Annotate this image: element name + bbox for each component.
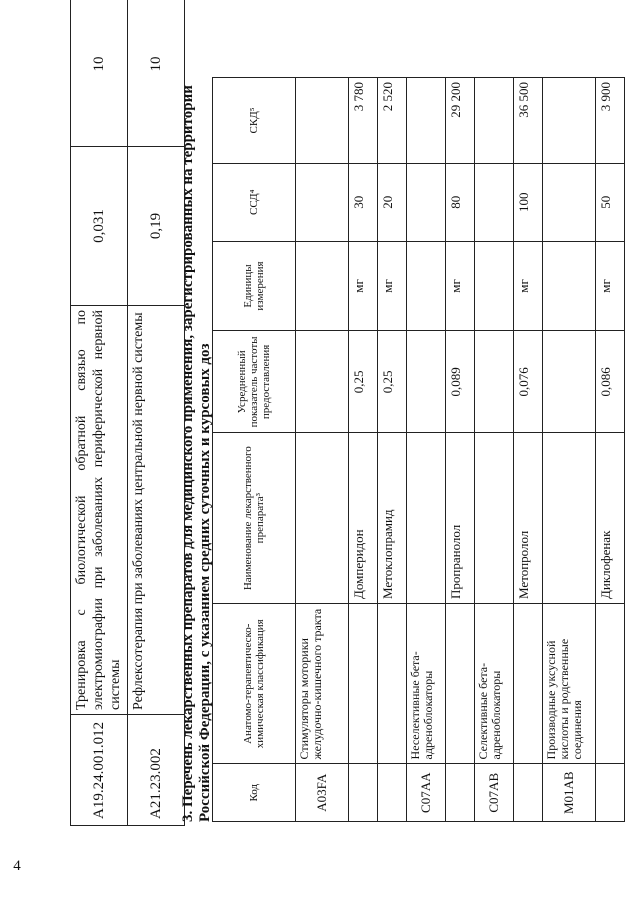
empty-cell (543, 433, 596, 604)
drug-row (514, 78, 543, 822)
empty-cell (407, 241, 446, 331)
empty-cell (349, 603, 378, 764)
drug-skd: 29 200 (446, 78, 475, 164)
drug-skd: 2 520 (378, 78, 407, 164)
drug-unit: мг (446, 241, 475, 331)
table-row (128, 0, 185, 826)
drug-row (378, 78, 407, 822)
empty-cell (475, 433, 514, 604)
service-code: A21.23.002 (128, 715, 185, 826)
service-name: Рефлексотерапия при заболеваниях центральной нервной системы (128, 306, 185, 715)
group-atc: Производные уксусной кислоты и родственные соединения (543, 603, 596, 764)
header-row (213, 78, 296, 822)
drug-name: Диклофенак (596, 433, 625, 604)
service-frequency: 0,19 (128, 147, 185, 306)
drug-unit: мг (596, 241, 625, 331)
empty-cell (378, 603, 407, 764)
drug-frequency: 0,25 (378, 331, 407, 433)
page-number: 4 (13, 858, 21, 874)
service-name: Тренировка с биологической обратной связью по электромиографии при заболеваниях периферической нервной системы (71, 306, 128, 715)
header-drug-name: Наименование лекарственного препарата³ (213, 433, 296, 604)
drug-row (596, 78, 625, 822)
service-frequency: 0,031 (71, 147, 128, 306)
header-unit: Единицы измерения (213, 241, 296, 331)
empty-cell (407, 433, 446, 604)
empty-cell (296, 331, 349, 433)
empty-cell (407, 78, 446, 164)
empty-cell (407, 331, 446, 433)
empty-cell (349, 764, 378, 822)
drug-sdd: 80 (446, 163, 475, 241)
drug-row (349, 78, 378, 822)
drug-name: Домперидон (349, 433, 378, 604)
service-multiplicity: 10 (128, 0, 185, 147)
service-multiplicity: 10 (71, 0, 128, 147)
group-row (407, 78, 446, 822)
group-row (296, 78, 349, 822)
empty-cell (514, 603, 543, 764)
header-sdd: ССД⁴ (213, 163, 296, 241)
empty-cell (446, 603, 475, 764)
empty-cell (475, 78, 514, 164)
group-code: M01AB (543, 764, 596, 822)
header-atc: Анатомо-терапевтическо-химическая классификация (213, 603, 296, 764)
empty-cell (543, 163, 596, 241)
empty-cell (378, 764, 407, 822)
empty-cell (475, 331, 514, 433)
drug-sdd: 50 (596, 163, 625, 241)
empty-cell (475, 241, 514, 331)
drug-sdd: 30 (349, 163, 378, 241)
empty-cell (543, 78, 596, 164)
empty-cell (296, 433, 349, 604)
drug-name: Пропранолол (446, 433, 475, 604)
drug-frequency: 0,086 (596, 331, 625, 433)
drug-name: Метопролол (514, 433, 543, 604)
drug-skd: 3 780 (349, 78, 378, 164)
group-code: C07AA (407, 764, 446, 822)
drug-frequency: 0,076 (514, 331, 543, 433)
drug-unit: мг (349, 241, 378, 331)
group-row (475, 78, 514, 822)
group-atc: Стимуляторы моторики желудочно-кишечного тракта (296, 603, 349, 764)
drug-unit: мг (514, 241, 543, 331)
empty-cell (407, 163, 446, 241)
table-row (71, 0, 128, 826)
header-frequency: Усредненный показатель частоты предоставления (213, 331, 296, 433)
empty-cell (296, 163, 349, 241)
empty-cell (596, 764, 625, 822)
group-atc: Селективные бета-адреноблокаторы (475, 603, 514, 764)
empty-cell (296, 78, 349, 164)
drug-frequency: 0,089 (446, 331, 475, 433)
group-row (543, 78, 596, 822)
drug-sdd: 20 (378, 163, 407, 241)
empty-cell (596, 603, 625, 764)
services-table (70, 0, 185, 826)
group-code: A03FA (296, 764, 349, 822)
drug-row (446, 78, 475, 822)
drug-skd: 36 500 (514, 78, 543, 164)
empty-cell (543, 241, 596, 331)
empty-cell (543, 331, 596, 433)
header-code: Код (213, 764, 296, 822)
drug-name: Метоклопрамид (378, 433, 407, 604)
drug-sdd: 100 (514, 163, 543, 241)
drug-table (212, 77, 625, 822)
empty-cell (296, 241, 349, 331)
drug-frequency: 0,25 (349, 331, 378, 433)
group-atc: Неселективные бета-адреноблокаторы (407, 603, 446, 764)
drug-skd: 3 900 (596, 78, 625, 164)
empty-cell (514, 764, 543, 822)
empty-cell (446, 764, 475, 822)
header-skd: СКД⁵ (213, 78, 296, 164)
group-code: C07AB (475, 764, 514, 822)
section-title: 3. Перечень лекарственных препаратов для медицинского применения, зарегистрированных на территории Российской Федерации, с указанием средних суточных и курсовых доз (180, 85, 213, 822)
empty-cell (475, 163, 514, 241)
service-code: A19.24.001.012 (71, 715, 128, 826)
drug-unit: мг (378, 241, 407, 331)
